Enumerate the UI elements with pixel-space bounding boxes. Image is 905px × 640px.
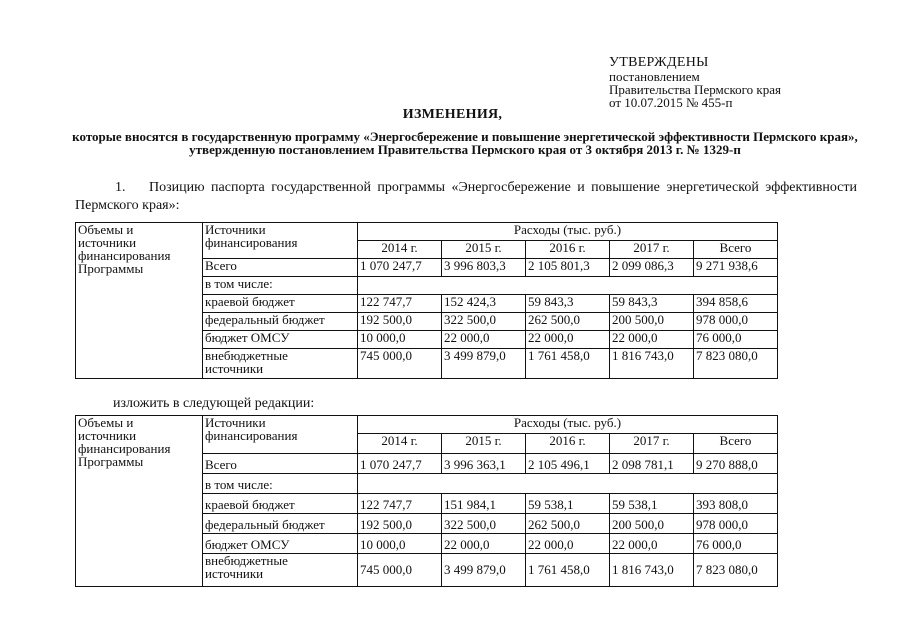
cell-value: 59 538,1 [610,494,694,514]
cell-value: 151 984,1 [442,494,526,514]
financing-table-old [75,222,778,379]
cell-value: 7 823 080,0 [694,349,778,379]
row-label: Всего [203,454,358,474]
cell-value: 22 000,0 [610,331,694,349]
cell-value: 22 000,0 [526,534,610,554]
empty-cell [358,474,778,494]
sources-header-label: Источники финансирования [205,222,298,250]
programme-financing-label: Объемы и источники финансирования Программы [78,222,171,276]
cell-value: 745 000,0 [358,554,442,587]
cell-value: 3 499 879,0 [442,554,526,587]
row-label: бюджет ОМСУ [203,534,358,554]
year-header-2016: 2016 г. [526,434,610,454]
total-header: Всего [694,434,778,454]
cell-value: 122 747,7 [358,494,442,514]
cell-value: 200 500,0 [610,514,694,534]
cell-value: 393 808,0 [694,494,778,514]
year-header-2015: 2015 г. [442,241,526,259]
cell-value: 978 000,0 [694,514,778,534]
row-label: Всего [203,259,358,277]
cell-value: 22 000,0 [526,331,610,349]
row-label: краевой бюджет [203,494,358,514]
row-label: федеральный бюджет [203,514,358,534]
programme-financing-cell [76,223,203,379]
cell-value: 1 761 458,0 [526,349,610,379]
cell-value: 1 816 743,0 [610,349,694,379]
cell-value: 262 500,0 [526,313,610,331]
financing-table-new [75,415,778,587]
paragraph-1 [75,179,857,215]
row-label: федеральный бюджет [203,313,358,331]
cell-value: 59 843,3 [610,295,694,313]
cell-value: 2 099 086,3 [610,259,694,277]
year-header-2014: 2014 г. [358,241,442,259]
cell-value: 2 098 781,1 [610,454,694,474]
programme-financing-cell [76,416,203,587]
expenses-header: Расходы (тыс. руб.) [358,223,778,241]
cell-value: 10 000,0 [358,331,442,349]
cell-value: 76 000,0 [694,534,778,554]
cell-value: 322 500,0 [442,514,526,534]
cell-value: 1 761 458,0 [526,554,610,587]
year-header-2015: 2015 г. [442,434,526,454]
paragraph-text: Позицию паспорта государственной программы «Энергосбережение и повышение энергетической эффективности Пермского края»: [75,180,857,213]
approval-stamp [609,56,781,109]
transition-text: изложить в следующей редакции: [113,396,315,411]
cell-value: 3 996 363,1 [442,454,526,474]
cell-value: 22 000,0 [610,534,694,554]
cell-value: 2 105 496,1 [526,454,610,474]
cell-value: 262 500,0 [526,514,610,534]
approval-heading: УТВЕРЖДЕНЫ [609,55,709,70]
row-label: краевой бюджет [203,295,358,313]
row-label-cell [203,554,358,587]
cell-value: 59 843,3 [526,295,610,313]
cell-value: 22 000,0 [442,534,526,554]
cell-value: 3 996 803,3 [442,259,526,277]
paragraph-number: 1. [115,180,126,195]
in-total-label: в том числе: [203,474,358,494]
cell-value: 192 500,0 [358,313,442,331]
sources-header-cell [203,223,358,259]
empty-cell [358,277,778,295]
cell-value: 22 000,0 [442,331,526,349]
cell-value: 200 500,0 [610,313,694,331]
approval-line-2: Правительства Пермского края [609,82,781,97]
row-label: внебюджетные источники [205,348,288,376]
approval-line-1: постановлением [609,69,700,84]
sources-header-label: Источники финансирования [205,415,298,443]
document-subtitle: которые вносятся в государственную программу «Энергосбережение и повышение энергетической эффективности Пермского края», утвержденную постановлением Правительства Пермского края от 3 октября 2013 г. № 1329-п [72,129,858,157]
year-header-2017: 2017 г. [610,434,694,454]
cell-value: 76 000,0 [694,331,778,349]
cell-value: 1 070 247,7 [358,259,442,277]
row-label: бюджет ОМСУ [203,331,358,349]
sources-header-cell [203,416,358,454]
approval-line-3: от 10.07.2015 № 455-п [609,95,733,110]
cell-value: 7 823 080,0 [694,554,778,587]
cell-value: 2 105 801,3 [526,259,610,277]
cell-value: 192 500,0 [358,514,442,534]
expenses-header: Расходы (тыс. руб.) [358,416,778,434]
year-header-2016: 2016 г. [526,241,610,259]
year-header-2017: 2017 г. [610,241,694,259]
cell-value: 9 271 938,6 [694,259,778,277]
cell-value: 1 070 247,7 [358,454,442,474]
cell-value: 3 499 879,0 [442,349,526,379]
in-total-label: в том числе: [203,277,358,295]
cell-value: 122 747,7 [358,295,442,313]
cell-value: 59 538,1 [526,494,610,514]
row-label-cell [203,349,358,379]
total-header: Всего [694,241,778,259]
year-header-2014: 2014 г. [358,434,442,454]
document-title: ИЗМЕНЕНИЯ, [402,107,503,122]
cell-value: 10 000,0 [358,534,442,554]
row-label: внебюджетные источники [205,553,288,581]
cell-value: 394 858,6 [694,295,778,313]
programme-financing-label: Объемы и источники финансирования Программы [78,415,171,469]
cell-value: 978 000,0 [694,313,778,331]
cell-value: 9 270 888,0 [694,454,778,474]
cell-value: 745 000,0 [358,349,442,379]
cell-value: 1 816 743,0 [610,554,694,587]
cell-value: 322 500,0 [442,313,526,331]
cell-value: 152 424,3 [442,295,526,313]
